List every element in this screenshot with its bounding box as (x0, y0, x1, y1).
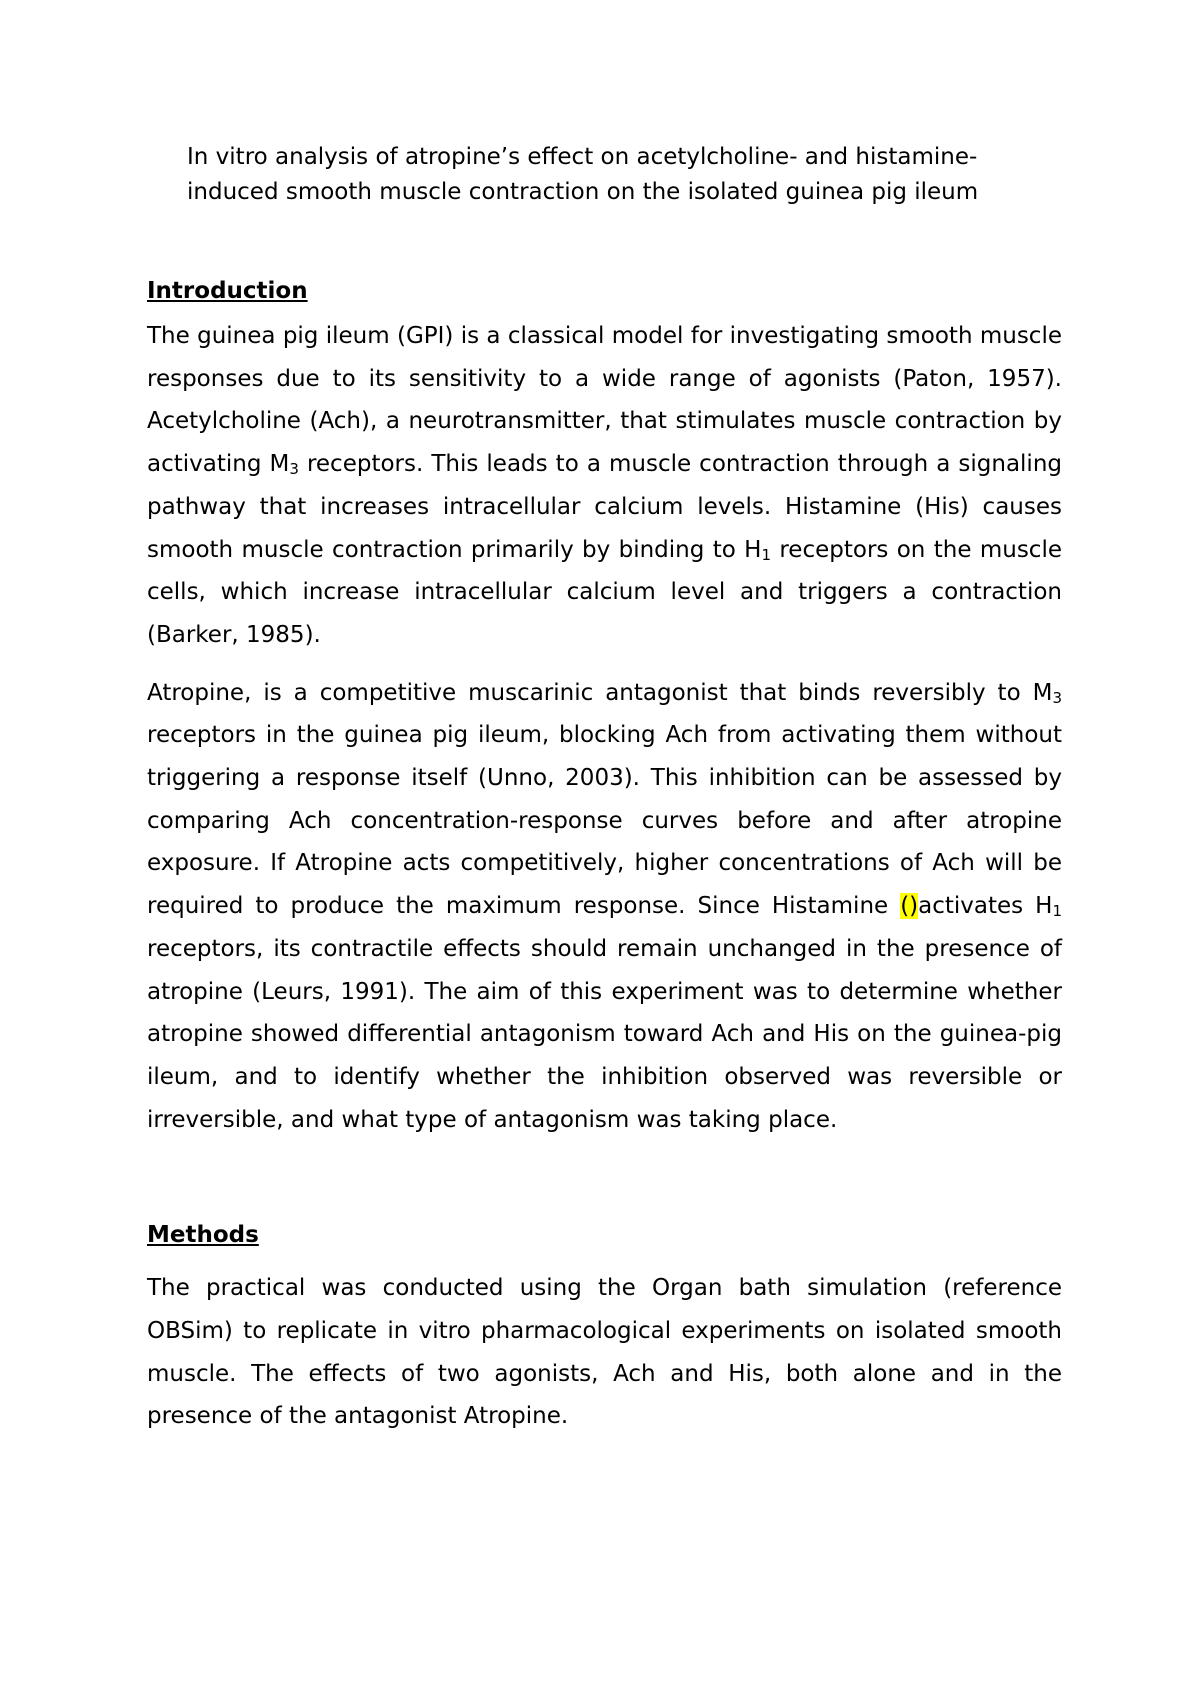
title-line-1: In vitro analysis of atropine’s effect on acetylcholine- and histamine- (187, 144, 978, 170)
introduction-heading: Introduction (147, 278, 308, 304)
intro-p1-text-a: The guinea pig ileum (GPI) is a classical model for investigating smooth muscle responses due to its sensitivity to a wide range of agonists (Paton, 1957). Acetylcholine (Ach), a neurotransmitter, that stimulates muscle contraction by activating M (147, 323, 1062, 478)
intro-p2-text-d: receptors, its contractile effects should remain unchanged in the presence of atropine (Leurs, 1991). The aim of this experiment was to determine whether atropine showed differential antagonism toward Ach and His on the guinea-pig ileum, and to identify whether the inhibition observed was reversible or irreversible, and what type of antagonism was taking place. (147, 935, 1062, 1133)
intro-p1-subscript-2: 1 (761, 545, 771, 564)
intro-p2-subscript-2: 1 (1052, 902, 1062, 921)
title-line-2: induced smooth muscle contraction on the isolated guinea pig ileum (187, 179, 979, 205)
document-title (187, 140, 1062, 210)
highlighted-citation-placeholder: () (900, 893, 919, 920)
introduction-paragraph-1 (147, 315, 1062, 657)
methods-paragraph-1: The practical was conducted using the Organ bath simulation (reference OBSim) to replicate in vitro pharmacological experiments on isolated smooth muscle. The effects of two agonists, Ach and His, both alone and in the presence of the antagonist Atropine. (147, 1275, 1062, 1430)
intro-p1-subscript-1: 3 (289, 460, 299, 479)
intro-p2-subscript-1: 3 (1052, 688, 1062, 707)
intro-p1-text-c: receptors on the muscle cells, which increase intracellular calcium level and triggers a contraction (Barker, 1985). (147, 536, 1062, 648)
intro-p2-text-c: activates H (918, 893, 1053, 920)
document-page (147, 140, 1062, 1438)
intro-p1-text-b: receptors. This leads to a muscle contraction through a signaling pathway that increases intracellular calcium levels. Histamine (His) causes smooth muscle contraction primarily by binding to H (147, 451, 1062, 563)
introduction-paragraph-2 (147, 672, 1062, 1142)
methods-heading: Methods (147, 1222, 259, 1249)
intro-p2-text-b: receptors in the guinea pig ileum, blocking Ach from activating them without triggering a response itself (Unno, 2003). This inhibition can be assessed by comparing Ach concentration-response curves before and after atropine exposure. If Atropine acts competitively, higher concentrations of Ach will be required to produce the maximum response. Since Histamine (147, 722, 1062, 920)
intro-p2-text-a: Atropine, is a competitive muscarinic antagonist that binds reversibly to M (147, 679, 1053, 706)
